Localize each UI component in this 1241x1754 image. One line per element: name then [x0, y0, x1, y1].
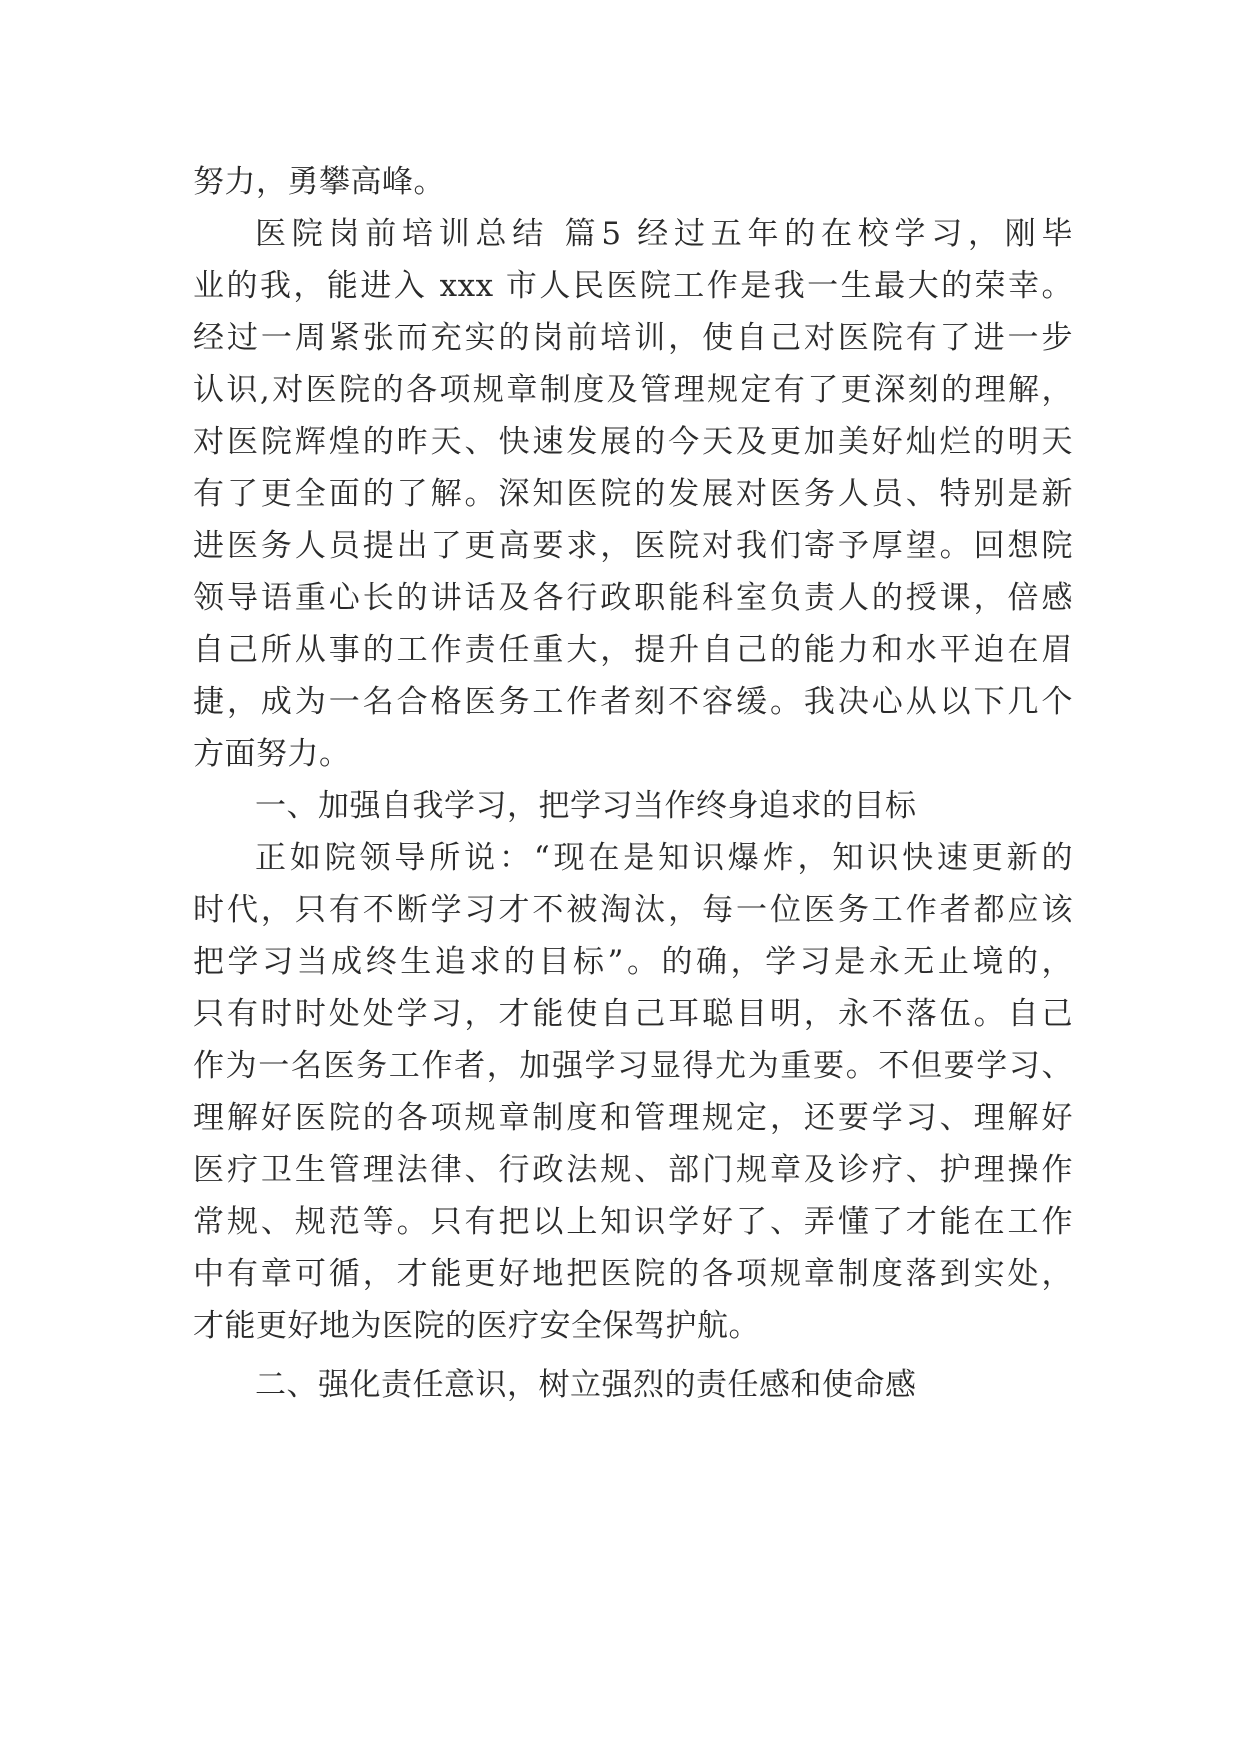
paragraph-line: 努力，勇攀高峰。: [193, 164, 445, 200]
paragraph-line: 对医院辉煌的昨天、快速发展的今天及更加美好灿烂的明天: [193, 424, 1073, 460]
section-heading: 二、强化责任意识，树立强烈的责任感和使命感: [255, 1367, 917, 1403]
paragraph-line: 自己所从事的工作责任重大，提升自己的能力和水平迫在眉: [193, 632, 1073, 668]
paragraph-line: 进医务人员提出了更高要求，医院对我们寄予厚望。回想院: [193, 528, 1073, 564]
section-title-line: 医院岗前培训总结 篇5 经过五年的在校学习，刚毕: [255, 216, 1073, 252]
paragraph-line: 只有时时处处学习，才能使自己耳聪目明，永不落伍。自己: [193, 996, 1073, 1032]
paragraph-line: 认识,对医院的各项规章制度及管理规定有了更深刻的理解，: [193, 372, 1073, 408]
paragraph-line: 领导语重心长的讲话及各行政职能科室负责人的授课，倍感: [193, 580, 1073, 616]
paragraph-line: 中有章可循，才能更好地把医院的各项规章制度落到实处，: [193, 1256, 1073, 1292]
paragraph-line: 常规、规范等。只有把以上知识学好了、弄懂了才能在工作: [193, 1204, 1073, 1240]
body-text: [193, 156, 1073, 1411]
section-heading: 一、加强自我学习，把学习当作终身追求的目标: [255, 788, 917, 824]
paragraph-line: 捷，成为一名合格医务工作者刻不容缓。我决心从以下几个: [193, 684, 1073, 720]
paragraph-line: 经过一周紧张而充实的岗前培训，使自己对医院有了进一步: [193, 320, 1073, 356]
paragraph-line: 作为一名医务工作者，加强学习显得尤为重要。不但要学习、: [193, 1048, 1073, 1084]
paragraph-line: 理解好医院的各项规章制度和管理规定，还要学习、理解好: [193, 1100, 1073, 1136]
paragraph-line: 有了更全面的了解。深知医院的发展对医务人员、特别是新: [193, 476, 1073, 512]
paragraph-line: 业的我，能进入 xxx 市人民医院工作是我一生最大的荣幸。: [193, 268, 1073, 304]
paragraph-line: 把学习当成终生追求的目标”。的确，学习是永无止境的，: [193, 944, 1073, 980]
paragraph-line: 医疗卫生管理法律、行政法规、部门规章及诊疗、护理操作: [193, 1152, 1073, 1188]
paragraph-line: 方面努力。: [193, 736, 351, 772]
paragraph-line: 才能更好地为医院的医疗安全保驾护航。: [193, 1308, 760, 1344]
paragraph-line: 正如院领导所说：“现在是知识爆炸，知识快速更新的: [255, 840, 1073, 876]
paragraph-line: 时代，只有不断学习才不被淘汰，每一位医务工作者都应该: [193, 892, 1073, 928]
